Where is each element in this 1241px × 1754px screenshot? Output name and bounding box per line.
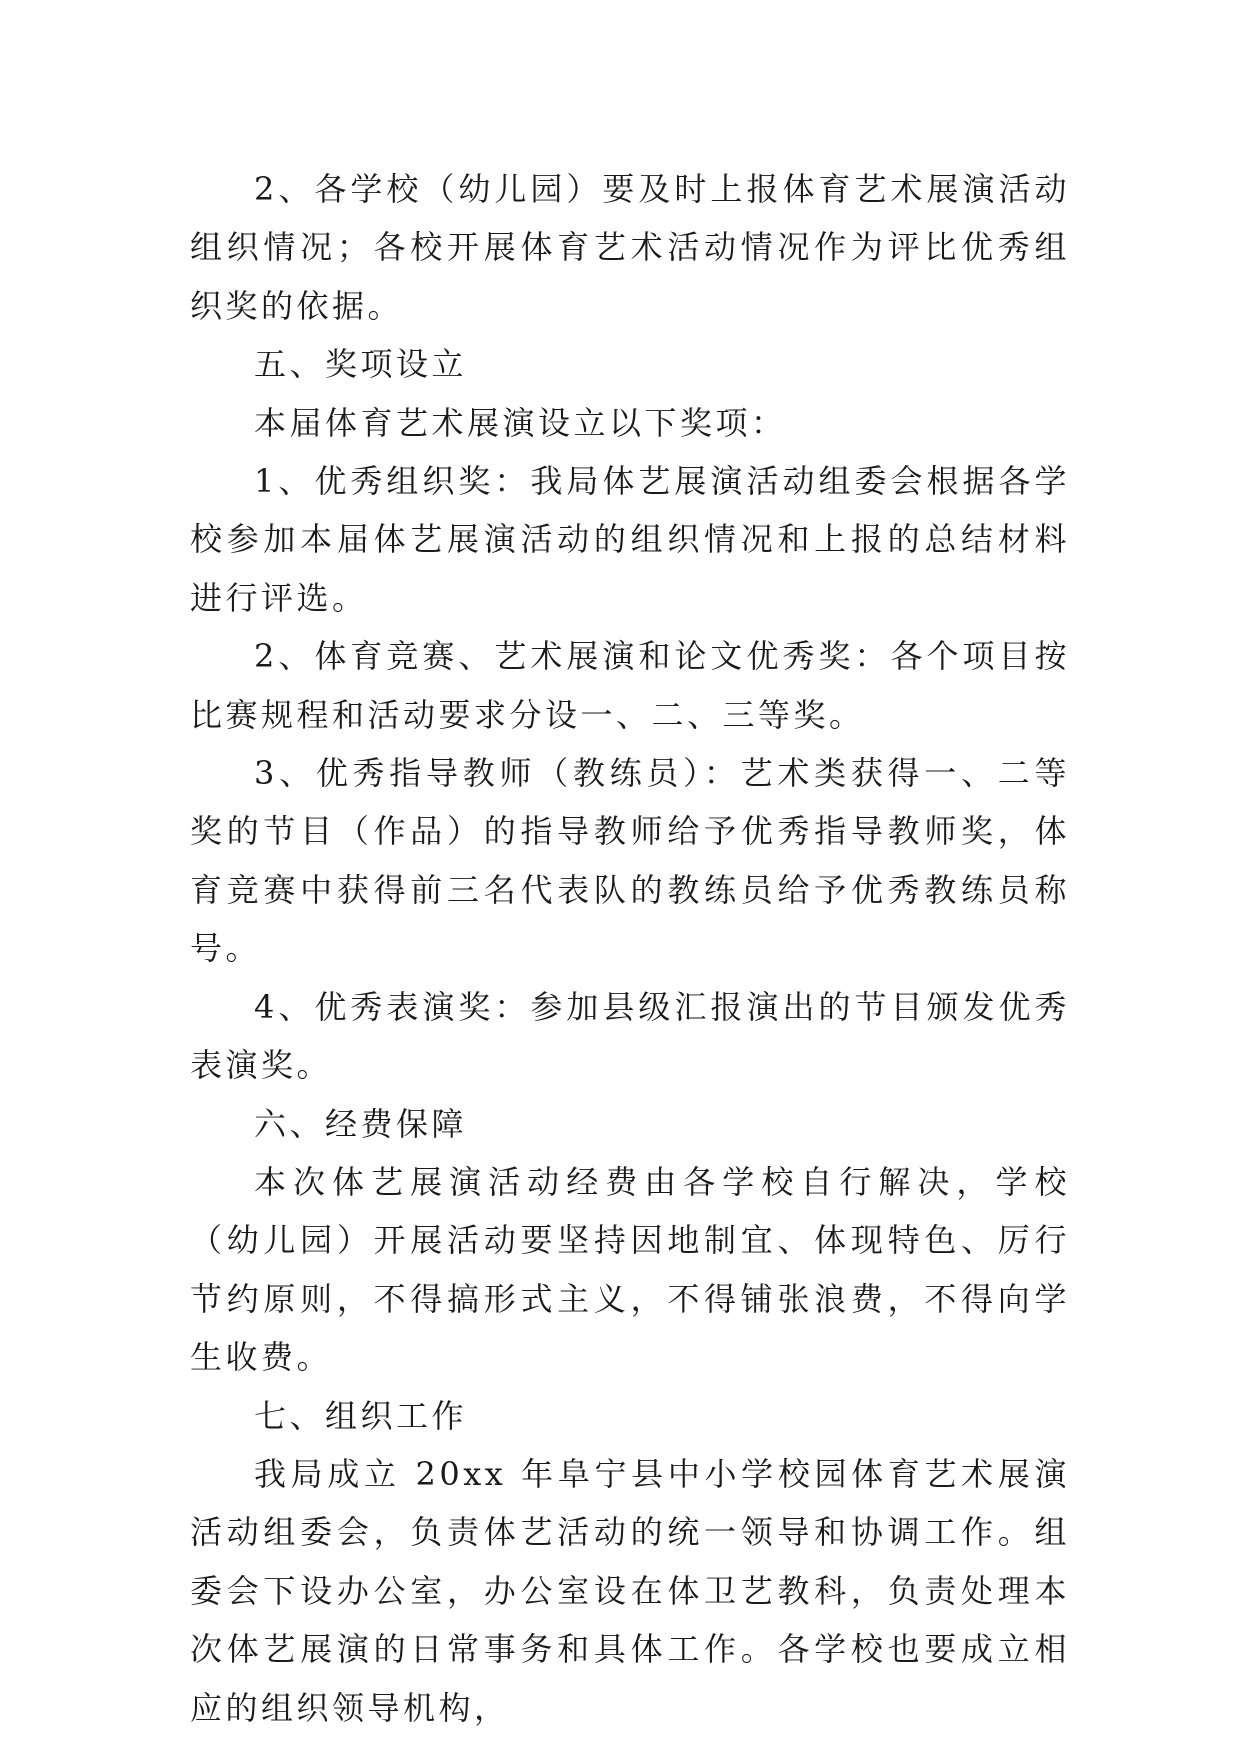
paragraph-report-requirement: 2、各学校（幼儿园）要及时上报体育艺术展演活动组织情况；各校开展体育艺术活动情况作为评比优秀组织奖的依据。 [190, 170, 1070, 325]
paragraph-organization: 我局成立 20xx 年阜宁县中小学校园体育艺术展演活动组委会，负责体艺活动的统一领导和协调工作。组委会下设办公室，办公室设在体卫艺教科，负责处理本次体艺展演的日常事务和具体工作。各学校也要成立相应的组织领导机构， [190, 1454, 1070, 1727]
section-heading-organization: 七、组织工作 [254, 1396, 468, 1435]
paragraph-award-instructor: 3、优秀指导教师（教练员）：艺术类获得一、二等奖的节目（作品）的指导教师给予优秀指导教师奖，体育竞赛中获得前三名代表队的教练员给予优秀教练员称号。 [190, 754, 1070, 968]
paragraph-award-excellence: 2、体育竞赛、艺术展演和论文优秀奖：各个项目按比赛规程和活动要求分设一、二、三等奖。 [190, 637, 1070, 734]
document-body [190, 160, 1070, 1737]
section-heading-awards: 五、奖项设立 [254, 345, 468, 384]
section-heading-funding: 六、经费保障 [254, 1104, 468, 1143]
paragraph-award-performance: 4、优秀表演奖：参加县级汇报演出的节目颁发优秀表演奖。 [190, 987, 1070, 1085]
paragraph-award-organization: 1、优秀组织奖：我局体艺展演活动组委会根据各学校参加本届体艺展演活动的组织情况和上报的总结材料进行评选。 [190, 462, 1070, 617]
paragraph-awards-intro: 本届体育艺术展演设立以下奖项： [254, 403, 787, 442]
paragraph-funding: 本次体艺展演活动经费由各学校自行解决，学校（幼儿园）开展活动要坚持因地制宜、体现特色、厉行节约原则，不得搞形式主义，不得铺张浪费，不得向学生收费。 [190, 1162, 1070, 1377]
